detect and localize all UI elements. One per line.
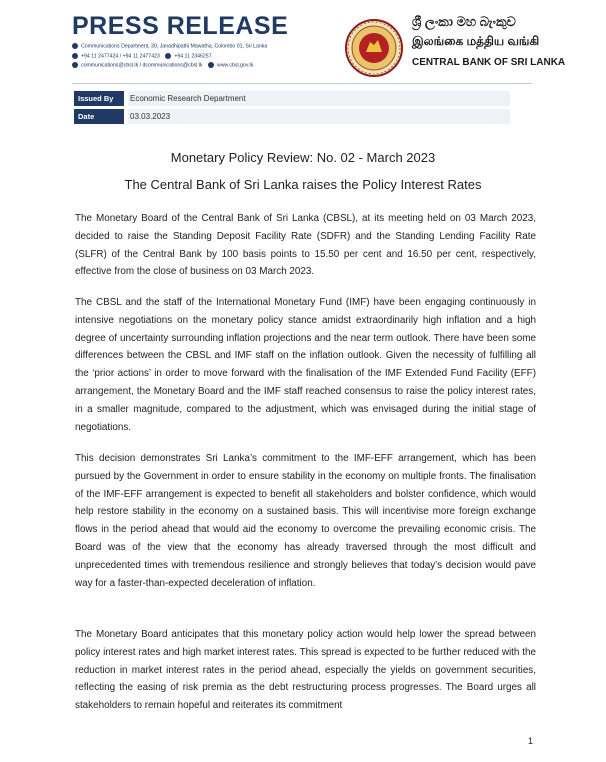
contact-online [72, 62, 253, 68]
address-text: Communications Department, 30, Janadhipathi Mawatha, Colombo 01, Sri Lanka [81, 43, 268, 50]
contact-address [72, 43, 267, 49]
paragraph-2: The CBSL and the staff of the International Monetary Fund (IMF) have been engaging continuously in intensive negotiations on the monetary policy stance amidst extraordinarily high inflation and a high degree of uncertainty surrounding inflation projections and the near term outlook. There have been some differences between the CBSL and IMF staff on the inflation outlook. Given the necessity of fulfilling all the ‘prior actions’ in order to move forward with the finalisation of the IMF Extended Fund Facility (EFF) arrangement, the Monetary Board and the IMF staff reached consensus to raise the policy interest rates, in a smaller magnitude, compared to the adjustment, which was envisaged during the initial stage of negotiations. [75, 297, 536, 433]
headline: The Central Bank of Sri Lanka raises the Policy Interest Rates [124, 177, 482, 192]
date-label: Date [74, 109, 124, 124]
date-value: 03.03.2023 [128, 109, 510, 124]
paragraph-1: The Monetary Board of the Central Bank of Sri Lanka (CBSL), at its meeting held on 03 March 2023, decided to raise the Standing Deposit Facility Rate (SDFR) and the Standing Lending Facility Rate (SLFR) of the Central Bank by 100 basis points to 15.50 per cent and 16.50 per cent, respectively, effective from the close of business on 03 March 2023. [75, 213, 536, 278]
issued-by-label: Issued By [74, 91, 124, 106]
contact-phone [72, 53, 212, 59]
page-number: 1 [528, 736, 534, 746]
header-divider [72, 83, 532, 84]
issued-by-value: Economic Research Department [128, 91, 510, 106]
email-text[interactable]: communications@cbsl.lk / dcommunications@cbsl.lk [81, 62, 203, 69]
fax-icon [165, 53, 171, 59]
org-name-tamil: இலங்கை மத்திய வங்கி [412, 34, 540, 48]
cbsl-emblem-icon [344, 18, 404, 78]
review-title: Monetary Policy Review: No. 02 - March 2023 [170, 150, 436, 165]
press-release-title: PRESS RELEASE [72, 12, 289, 40]
fax-text: +94 11 2346257 [174, 53, 212, 60]
paragraph-4: The Monetary Board anticipates that this monetary policy action would help lower the spread between policy interest rates and high market interest rates. This spread is expected to be further reduced with the reduction in market interest rates in the period ahead, especially the yields on government securities, reflecting the easing of risk premia as the debt restructuring process progresses. The Board urges all stakeholders to remain hopeful and reiterates its commitment [75, 629, 536, 712]
phone-text: +94 11 2477424 / +94 11 2477423 [81, 53, 160, 60]
location-icon [72, 43, 78, 49]
org-name-english: CENTRAL BANK OF SRI LANKA [412, 57, 566, 68]
website-link[interactable]: www.cbsl.gov.lk [216, 62, 254, 69]
phone-icon [72, 53, 78, 59]
email-icon [72, 62, 78, 68]
paragraph-3: This decision demonstrates Sri Lanka’s commitment to the IMF-EFF arrangement, which has been pursued by the Government in order to ensure stability in the economy on multiple fronts. The finalisation of the IMF-EFF arrangement is expected to benefit all stakeholders and bolster confidence, which would help restore stability in the economy on a sustained basis. This will incentivise more foreign exchange flows in the period ahead that would aid the economy to overcome the prevailing economic crisis. The Board was of the view that the economy has already traversed through the most difficult and unprecedented times with tremendous resilience and strongly believes that today’s decision would pave way for a faster-than-expected deceleration of inflation. [75, 453, 536, 589]
web-icon [208, 62, 214, 68]
org-name-sinhala: ශ්‍රී ලංකා මහ බැංකුව [412, 14, 516, 29]
